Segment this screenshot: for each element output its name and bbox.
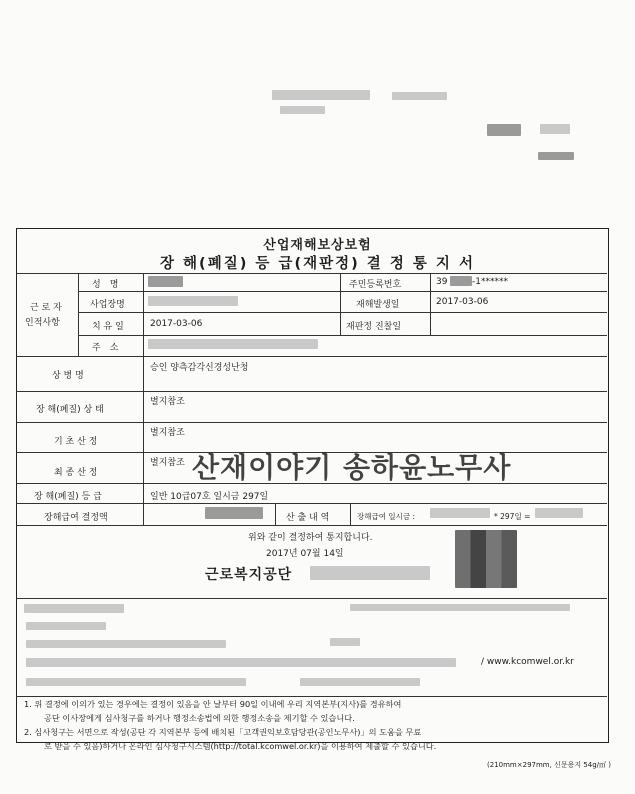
watermark-text: 산재이야기 송하윤노무사	[192, 451, 512, 484]
redacted-branch-name	[310, 566, 430, 580]
table-line	[16, 598, 607, 599]
redacted-contact-line	[26, 640, 226, 648]
table-line	[78, 312, 340, 313]
notice-item1-line2: 공단 이사장에게 심사청구를 하거나 행정소송법에 의한 행정소송을 제기할 수 있습니다.	[44, 713, 355, 723]
table-line	[16, 422, 607, 423]
accident-date-label: 재해발생일	[356, 300, 400, 310]
calculation-prefix: 장해급여 일시금 :	[357, 512, 416, 521]
redacted-contact-line	[300, 678, 420, 686]
table-line	[16, 273, 607, 274]
table-line	[350, 503, 351, 525]
rejudge-exam-date-label: 재판정 진찰일	[346, 322, 402, 332]
decision-statement: 위와 같이 결정하여 통지합니다.	[248, 533, 373, 543]
redacted-contact-line	[24, 604, 124, 613]
grade-value: 일반 10급07호 일시금 297일	[150, 492, 269, 502]
resident-number-prefix: 39	[436, 277, 448, 287]
redacted-header-block	[487, 124, 521, 136]
redacted-contact-line	[26, 658, 456, 667]
redacted-resident-number	[450, 276, 472, 286]
redacted-contact-line	[330, 638, 360, 646]
table-line	[16, 391, 607, 392]
redacted-header-block	[540, 124, 570, 134]
table-line	[340, 273, 341, 335]
notice-item2-line2: 로 받을 수 있음)하거나 온라인 심사청구시스템(http://total.kcomwel.or.kr)을 이용하여 제출할 수 있습니다.	[44, 741, 437, 751]
redacted-header-block	[538, 152, 574, 160]
workplace-label: 사업장명	[90, 300, 125, 310]
notice-item1-line1: 1. 위 결정에 이의가 있는 경우에는 결정이 있음을 안 날부터 90일 이내에 우리 지역본부(지사)를 경유하여	[24, 699, 402, 709]
official-seal-mosaic	[455, 530, 517, 588]
accident-date-value: 2017-03-06	[436, 297, 489, 307]
calculation-label: 산 출 내 역	[286, 513, 330, 523]
redacted-workplace	[148, 296, 238, 306]
website-url: / www.kcomwel.or.kr	[481, 657, 574, 667]
table-line	[16, 356, 607, 357]
redacted-daily-wage	[430, 508, 490, 518]
disability-state-label: 장 해(폐질) 상 태	[36, 405, 104, 415]
calculation-mid: * 297일 =	[494, 512, 531, 521]
resident-number-suffix: -1******	[472, 277, 508, 287]
issuer-name: 근로복지공단	[205, 567, 293, 583]
payment-amount-label: 장해급여 결정액	[44, 513, 108, 523]
cure-date-value: 2017-03-06	[150, 319, 203, 329]
table-line	[78, 291, 340, 292]
address-label: 주 소	[92, 343, 119, 353]
table-line	[16, 503, 607, 504]
decision-date: 2017년 07월 14일	[266, 549, 344, 559]
group-label-personal: 인적사항	[25, 318, 60, 328]
table-line	[16, 525, 607, 526]
table-line	[143, 273, 144, 525]
redacted-contact-line	[26, 622, 106, 630]
table-line	[16, 696, 607, 697]
table-line	[78, 273, 79, 356]
redacted-address	[148, 339, 318, 349]
table-line	[340, 291, 607, 292]
redacted-payment-amount	[205, 507, 263, 519]
paper-specification: (210mm×297mm, 신문용지 54g/㎡ )	[487, 761, 611, 769]
resident-number-label: 주민등록번호	[349, 280, 402, 290]
injury-label: 상 병 명	[52, 371, 84, 381]
redacted-calculated-amount	[535, 508, 583, 518]
final-assessment-label: 최 종 산 정	[54, 468, 98, 478]
document-title-line2: 장 해(폐질) 등 급(재판정) 결 정 통 지 서	[160, 256, 475, 272]
document-title-line1: 산업재해보상보험	[263, 238, 372, 253]
redacted-contact-line	[350, 604, 570, 611]
group-label-worker: 근 로 자	[30, 303, 62, 313]
injury-value: 승인 양측감각신경성난청	[150, 363, 249, 373]
notice-item2-line1: 2. 심사청구는 서면으로 작성(공단 각 지역본부 등에 배치된「고객권익보호담당관(공인노무사)」의 도움을 무료	[24, 727, 422, 737]
name-label: 성 명	[92, 280, 119, 290]
table-line	[430, 273, 431, 335]
redacted-header-line	[272, 90, 370, 100]
redacted-contact-line	[26, 678, 246, 686]
cure-date-label: 치 유 일	[92, 322, 124, 332]
redacted-header-line	[392, 92, 447, 100]
redacted-header-line	[280, 106, 325, 114]
table-line	[78, 335, 607, 336]
table-line	[340, 312, 607, 313]
final-assessment-value: 별지참조	[150, 458, 185, 468]
disability-state-value: 별지참조	[150, 397, 185, 407]
base-assessment-label: 기 초 산 정	[54, 437, 98, 447]
redacted-name	[148, 276, 183, 287]
table-line	[275, 503, 276, 525]
base-assessment-value: 별지참조	[150, 428, 185, 438]
grade-label: 장 해(폐질) 등 급	[34, 492, 102, 502]
